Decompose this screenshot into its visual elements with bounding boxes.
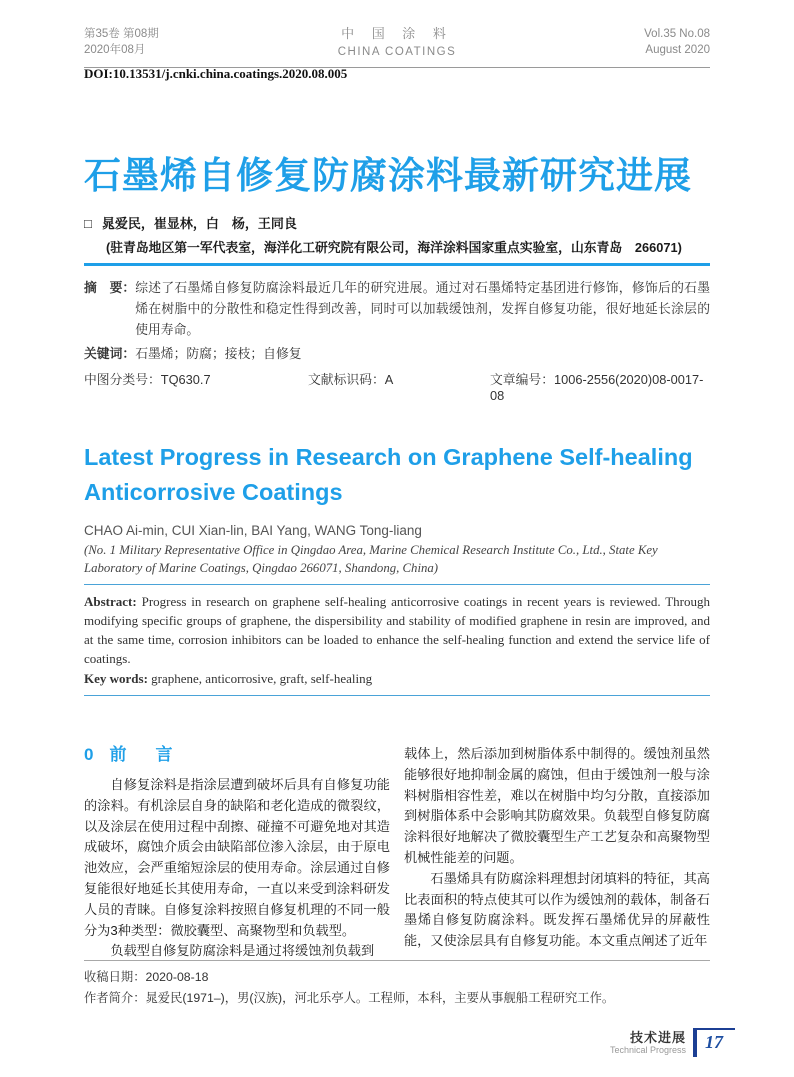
footer-section-en: Technical Progress [609,1045,686,1055]
page-number-box [693,1028,735,1057]
date-en: August 2020 [645,44,710,56]
affiliation-cn: (驻青岛地区第一军代表室，海洋化工研究院有限公司，海洋涂料国家重点实验室，山东青岛 266071) [106,240,682,255]
authors-en: CHAO Ai-min, CUI Xian-lin, BAI Yang, WANG Tong-liang [84,523,422,538]
footer-section-labels [610,1028,686,1056]
date-cn: 2020年08月 [84,44,146,56]
keywords-cn-label: 关键词： [84,346,136,361]
body-paragraph: 自修复涂料是指涂层遭到破坏后具有自修复功能的涂料。有机涂层自身的缺陷和老化造成的微裂纹，以及涂层在使用过程中刮擦、碰撞不可避免地对其造成破坏，腐蚀介质会由缺陷部位渗入涂层，由于原电池效应，会严重缩短涂层的使用寿命。涂层通过自修复能很好地延长其使用寿命，一直以来受到涂料研发人员的青睐。自修复涂料按照自修复机理的不同一般分为3种类型：微胶囊型、高聚物型和负载型。 [84,777,390,938]
abstract-en [84,592,710,668]
authors-cn [84,213,710,232]
body-columns [84,744,710,962]
keywords-en-label: Key words: [84,671,148,686]
body-paragraph: 载体上，然后添加到树脂体系中制得的。缓蚀剂虽然能够很好地抑制金属的腐蚀，但由于缓蚀剂一般与涂料树脂相容性差，难以在树脂中均匀分散，直接添加到树脂体系中会影响其防腐效果。负载型自修复防腐涂料很好地解决了微胶囊型生产工艺复杂和高聚物型机械性能差的问题。 [404,746,710,865]
section-number: 0 [84,745,94,764]
thin-blue-rule-top [84,584,710,585]
doi: DOI:10.13531/j.cnki.china.coatings.2020.08.005 [84,66,348,81]
journal-name-cn: 中 国 涂 料 [341,26,453,41]
affiliation-en: (No. 1 Military Representative Office in Qingdao Area, Marine Chemical Research Institute Co., Ltd., State Key Laboratory of Marine Coatings, Qingdao 266071, Shandong, China) [84,543,658,575]
footnote [84,960,710,1009]
chinese-article-block [84,154,710,403]
received-date: 收稿日期：2020-08-18 [84,970,209,984]
page-footer [610,1028,735,1057]
clc-number: 中图分类号：TQ630.7 [84,372,211,387]
english-article-block [84,440,710,696]
keywords-en-text: graphene, anticorrosive, graft, self-healing [147,671,373,686]
journal-header [84,26,710,68]
article-title-en-line2: Anticorrosive Coatings [84,479,343,505]
keywords-en [84,669,710,688]
classification-row [84,369,710,403]
authors-cn-text: 晁爱民，崔显林，白 杨，王同良 [101,216,297,231]
thin-blue-rule-bottom [84,695,710,696]
abstract-en-text: Progress in research on graphene self-healing anticorrosive coatings in recent years is reviewed. Through modifying specific groups of graphene, the dispersibility and stability of modified graphene in resin are improved, and at the same time, corrosion inhibitors can be loaded to enhance the self-healing function and extend the service life of coatings. [84,594,710,666]
author-bio: 作者简介：晁爱民(1971–)，男(汉族)，河北乐亭人。工程师，本科，主要从事舰船工程研究工作。 [84,991,615,1005]
section-heading [84,744,390,766]
article-title-cn: 石墨烯自修复防腐涂料最新研究进展 [84,155,692,196]
journal-header-center [254,26,540,60]
keywords-cn-text: 石墨烯；防腐；接枝；自修复 [135,346,302,361]
section-title: 前 言 [109,745,179,764]
abstract-cn-text: 综述了石墨烯自修复防腐涂料最近几年的研究进展。通过对石墨烯特定基团进行修饰，修饰后的石墨烯在树脂中的分散性和稳定性得到改善，同时可以加载缓蚀剂，发挥自修复功能，很好地延长涂层的使用寿命。 [135,280,710,337]
body-paragraph: 石墨烯具有防腐涂料理想封闭填料的特征，其高比表面积的特点使其可以作为缓蚀剂的载体，制备石墨烯自修复防腐涂料。既发挥石墨烯优异的屏蔽性能，又使涂层具有自修复功能。本文重点阐述了近年 [404,870,710,949]
footer-section-cn: 技术进展 [629,1030,686,1045]
article-title-en-line1: Latest Progress in Research on Graphene Self-healing [84,444,693,470]
volume-issue-cn: 第35卷 第08期 [84,28,159,40]
journal-header-right [540,26,710,58]
journal-name-en: CHINA COATINGS [337,46,457,58]
body-paragraph: 负载型自修复防腐涂料是通过将缓蚀剂负载到 [110,943,375,959]
volume-issue-en: Vol.35 No.08 [644,28,710,40]
abstract-cn [84,277,710,340]
article-title-en [84,440,710,510]
article-id: 文章编号：1006-2556(2020)08-0017-08 [490,372,704,403]
journal-header-left [84,26,254,58]
right-column [404,744,710,962]
page-number: 17 [705,1032,723,1052]
abstract-en-label: Abstract: [84,594,137,609]
document-code: 文献标识码：A [308,372,394,387]
author-marker: □ [84,216,92,231]
left-column [84,744,390,962]
keywords-cn [84,343,710,364]
abstract-cn-label: 摘 要： [84,280,136,295]
thick-blue-rule [84,263,710,266]
